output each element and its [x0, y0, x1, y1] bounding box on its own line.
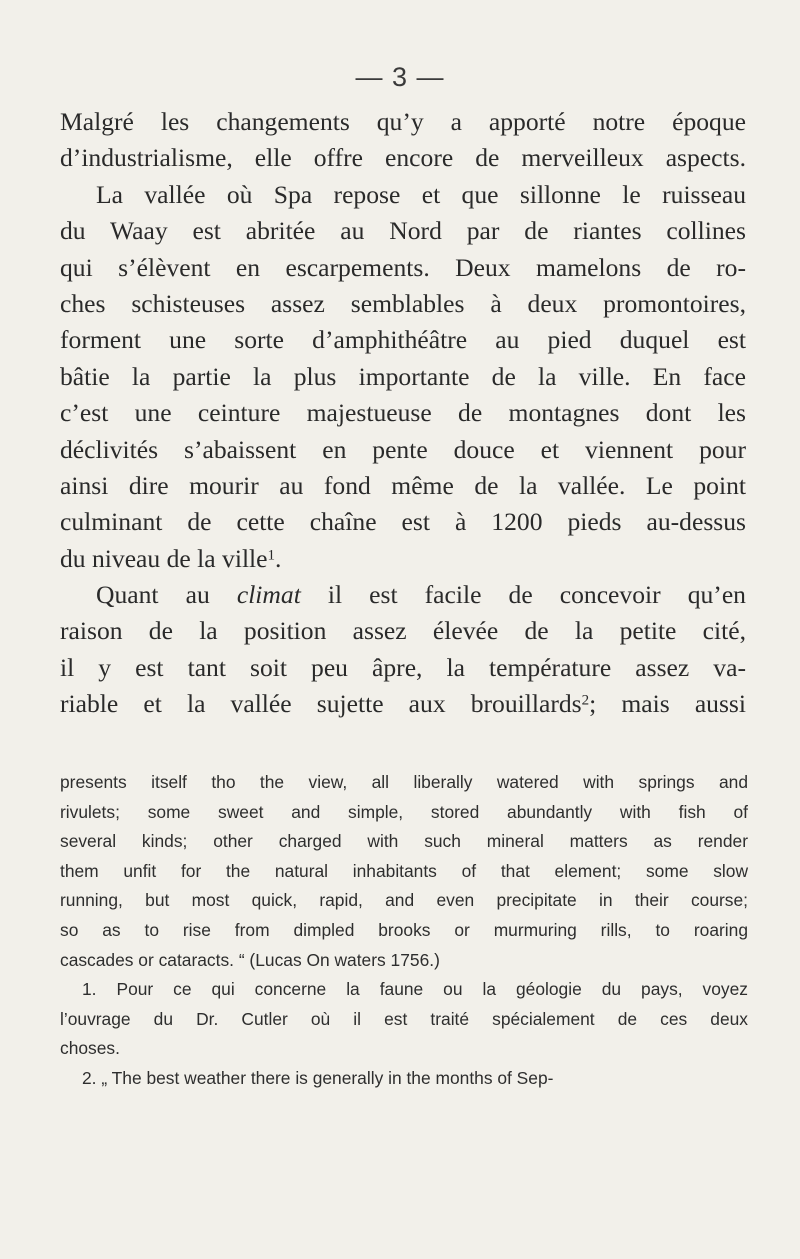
- footnote-line: 2. „ The best weather there is generally in the months of Sep-: [82, 1067, 554, 1088]
- footnote-line: cascades or cataracts. “ (Lucas On waters 1756.): [60, 949, 440, 970]
- text-fragment: .: [275, 543, 282, 573]
- text-line: Malgré les changements qu’y a apporté notre époque: [60, 107, 746, 136]
- text-line: c’est une ceinture majestueuse de montagnes dont les: [60, 398, 746, 428]
- text-line: qui s’élèvent en escarpements. Deux mamelons de ro-: [60, 252, 746, 282]
- text-fragment: riable et la vallée sujette aux brouillards: [60, 689, 582, 719]
- text-line: [60, 577, 746, 613]
- footnote-line: running, but most quick, rapid, and even precipitate in their course;: [60, 890, 748, 911]
- text-fragment: Quant au: [96, 580, 210, 610]
- text-line: déclivités s’abaissent en pente douce et viennent pour: [60, 434, 746, 464]
- text-line: bâtie la partie la plus importante de la ville. En face: [60, 361, 746, 391]
- text-line: ainsi dire mourir au fond même de la vallée. Le point: [60, 470, 746, 500]
- text-line: [60, 541, 746, 577]
- footnote-line: so as to rise from dimpled brooks or murmuring rills, to roaring: [60, 919, 748, 940]
- text-fragment: il est facile de concevoir qu’en: [327, 580, 746, 610]
- main-text: [60, 104, 746, 723]
- text-fragment: ; mais aussi: [589, 689, 747, 719]
- footnotes: [60, 768, 748, 1094]
- italic-word: climat: [236, 580, 301, 610]
- page-number: — 3 —: [355, 62, 445, 92]
- text-line: ches schisteuses assez semblables à deux promontoires,: [60, 288, 746, 318]
- footnote-marker: 2: [581, 692, 590, 709]
- footnote-line: choses.: [60, 1038, 120, 1059]
- footnote-line: presents itself tho the view, all liberally watered with springs and: [60, 772, 748, 792]
- footnote-line: l’ouvrage du Dr. Cutler où il est traité spécialement de ces deux: [60, 1008, 748, 1029]
- text-line: d’industrialisme, elle offre encore de merveilleux aspects.: [60, 143, 746, 173]
- text-line: forment une sorte d’amphithéâtre au pied duquel est: [60, 325, 746, 355]
- footnote-line: rivulets; some sweet and simple, stored abundantly with fish of: [60, 801, 748, 822]
- footnote-line: several kinds; other charged with such mineral matters as render: [60, 831, 748, 852]
- text-line: il y est tant soit peu âpre, la température assez va-: [60, 652, 746, 682]
- footnote-line: 1. Pour ce qui concerne la faune ou la géologie du pays, voyez: [82, 979, 748, 1000]
- footnote-line: them unfit for the natural inhabitants of that element; some slow: [60, 860, 748, 881]
- text-line: La vallée où Spa repose et que sillonne le ruisseau: [96, 179, 746, 209]
- text-line: culminant de cette chaîne est à 1200 pieds au-dessus: [60, 507, 746, 537]
- text-line: du Waay est abritée au Nord par de riantes collines: [60, 216, 746, 246]
- footnote-marker: 1: [267, 547, 276, 564]
- text-line: [60, 686, 746, 722]
- text-fragment: du niveau de la ville: [60, 543, 268, 573]
- text-line: raison de la position assez élevée de la petite cité,: [60, 616, 746, 646]
